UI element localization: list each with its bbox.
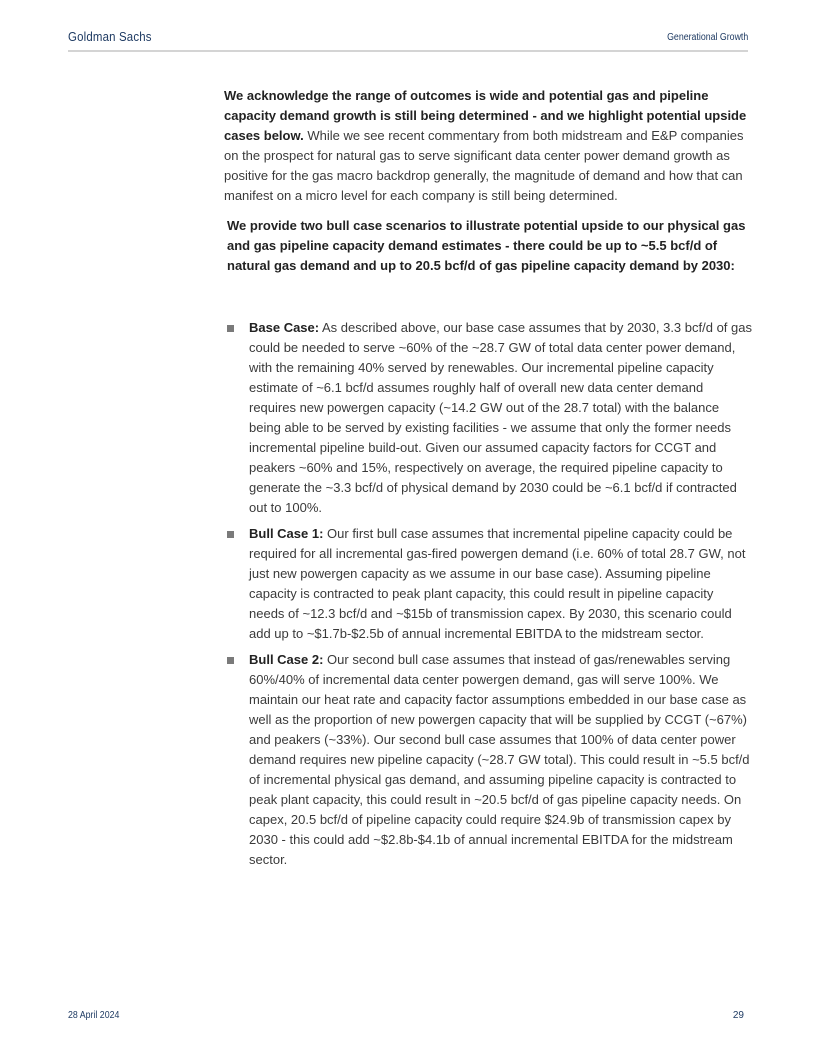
- case-label: Base Case:: [249, 320, 320, 335]
- case-text: Our second bull case assumes that instead of gas/renewables serving 60%/40% of incremental data center powergen demand, gas will serve 100%. We maintain our heat rate and capacity factor assumptions embedded in our base case as well as the proportion of new powergen capacity that will be supplied by CCGT (~67%) and peakers (~33%). Our second bull case assumes that 100% of data center power demand requires new pipeline capacity (~28.7 GW total). This could result in ~5.5 bcf/d of incremental physical gas demand, and assuming pipeline capacity is contracted to peak plant capacity, this could result in ~20.5 bcf/d of gas pipeline capacity needs. On capex, 20.5 bcf/d of pipeline capacity could require $24.9b of transmission capex by 2030 - this could add ~$2.8b-$4.1b of annual incremental EBITDA for the midstream sector.: [249, 652, 750, 867]
- case-text: Our first bull case assumes that incremental pipeline capacity could be required for all incremental gas-fired powergen demand (i.e. 60% of total 28.7 GW, not just new powergen capacity as we assume in our base case). Assuming pipeline capacity is contracted to peak plant capacity, this could result in pipeline capacity needs of ~12.3 bcf/d and ~$15b of transmission capex. By 2030, this scenario could add up to ~$1.7b-$2.5b of annual incremental EBITDA to the midstream sector.: [249, 526, 746, 641]
- case-label: Bull Case 2:: [249, 652, 324, 667]
- case-text: As described above, our base case assumes that by 2030, 3.3 bcf/d of gas could be needed to serve ~60% of the ~28.7 GW of total data center power demand, with the remaining 40% served by renewables. Our incremental pipeline capacity estimate of ~6.1 bcf/d assumes roughly half of overall new data center demand requires new powergen capacity (~14.2 GW out of the 28.7 total) with the balance being able to be served by existing facilities - we assume that only the former needs incremental pipeline build-out. Given our assumed capacity factors for CCGT and peakers ~60% and 15%, respectively on average, the required pipeline capacity to generate the ~3.3 bcf/d of physical demand by 2030 could be ~6.1 bcf/d if contracted out to 100%.: [249, 320, 752, 515]
- report-title: Generational Growth: [666, 32, 748, 43]
- list-item-bull-case-2: [224, 650, 752, 870]
- intro-text: While we see recent commentary from both midstream and E&P companies on the prospect for natural gas to serve significant data center power demand growth as positive for the gas macro backdrop generally, the magnitude of demand and how that can manifest on a micro level for each company is still being determined.: [224, 128, 744, 203]
- brand-name: Goldman Sachs: [68, 29, 152, 44]
- summary-paragraph: We provide two bull case scenarios to illustrate potential upside to our physical gas and gas pipeline capacity demand estimates - there could be up to ~5.5 bcf/d of natural gas demand and up to 20.5 bcf/d of gas pipeline capacity demand by 2030:: [227, 218, 746, 273]
- square-bullet-icon: [227, 657, 234, 664]
- page-header: [68, 28, 748, 52]
- page-number: 29: [732, 1010, 744, 1021]
- list-item-bull-case-1: [224, 524, 752, 644]
- main-content: [224, 86, 752, 876]
- square-bullet-icon: [227, 325, 234, 332]
- case-label: Bull Case 1:: [249, 526, 324, 541]
- list-item-base-case: [224, 318, 752, 518]
- scenario-list: [224, 318, 752, 870]
- square-bullet-icon: [227, 531, 234, 538]
- intro-bold-lead: We acknowledge the range of outcomes is wide and potential gas and pipeline capacity demand growth is still being determined - and we highlight potential upside cases below.: [224, 88, 747, 143]
- footer-date: 28 April 2024: [68, 1010, 120, 1021]
- intro-paragraph: [224, 86, 752, 206]
